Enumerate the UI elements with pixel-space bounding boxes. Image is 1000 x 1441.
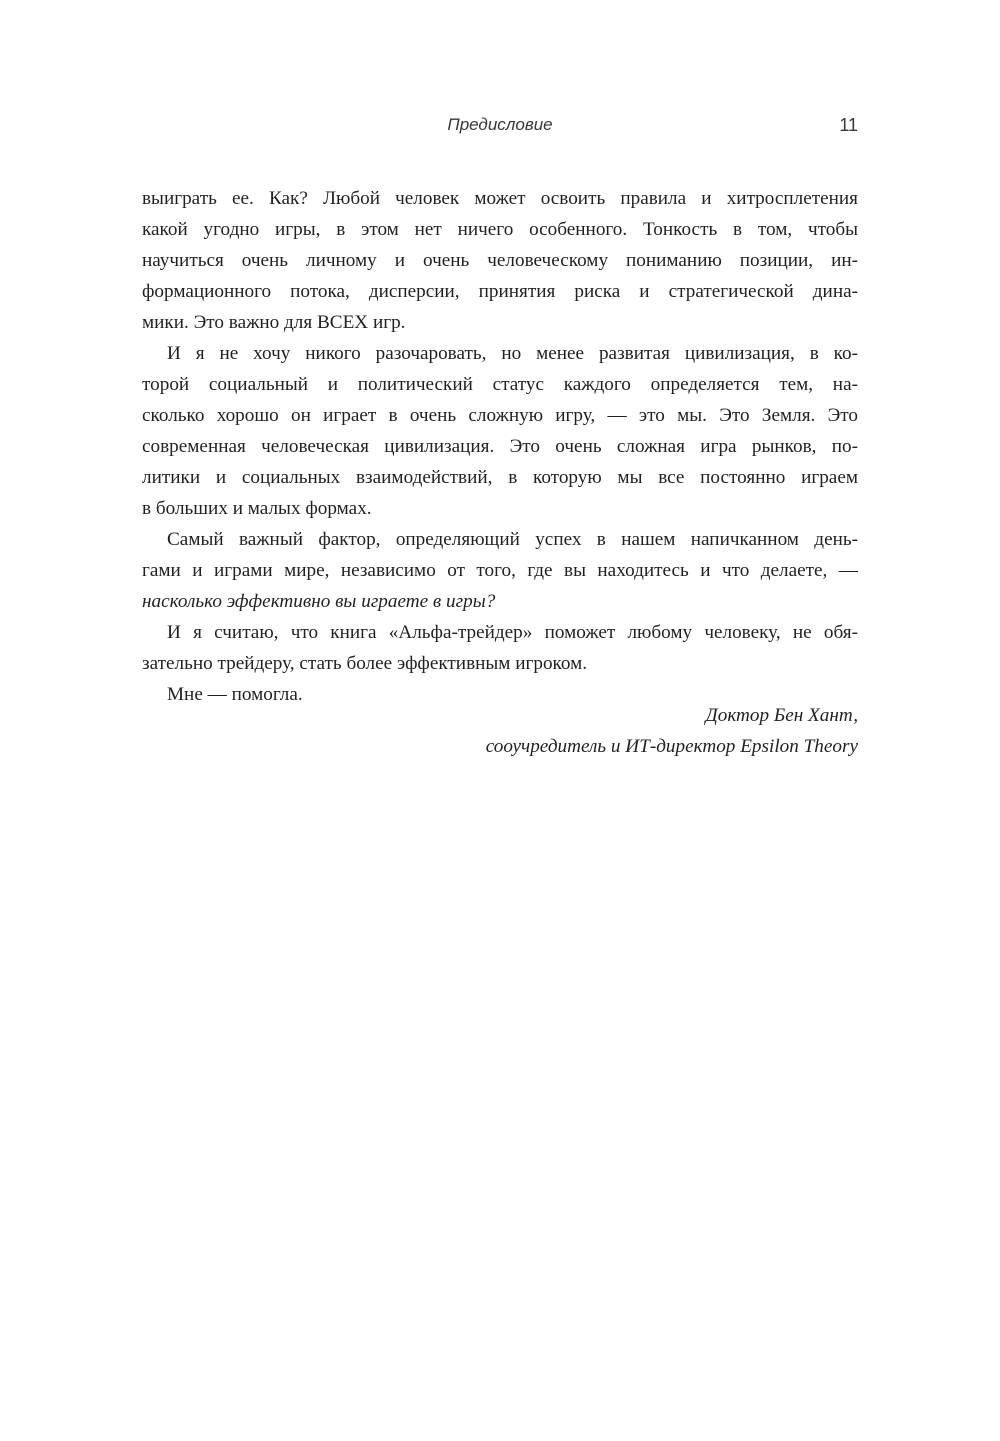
paragraph-3-line-3: насколько эффективно вы играете в игры? (142, 591, 496, 612)
paragraph-5-line-1: Мне — помогла. (167, 684, 303, 705)
paragraph-3-line-2: гами и играми мире, независимо от того, где вы находитесь и что делаете, — (142, 560, 858, 581)
paragraph-2-line-6: в больших и малых формах. (142, 498, 372, 519)
paragraph-1-line-3: научиться очень личному и очень человеческому пониманию позиции, ин- (142, 250, 858, 271)
paragraph-1-line-1: выиграть ее. Как? Любой человек может освоить правила и хитросплетения (142, 188, 858, 209)
paragraph-2-line-5: литики и социальных взаимодействий, в которую мы все постоянно играем (142, 467, 858, 488)
paragraph-4-line-1: И я считаю, что книга «Альфа-трейдер» поможет любому человеку, не обя- (167, 622, 858, 643)
page-number: 11 (839, 115, 858, 135)
page-header (142, 112, 858, 140)
body-text (142, 183, 858, 710)
signature-name: Доктор Бен Хант, (705, 705, 858, 726)
signature (142, 700, 858, 762)
paragraph-4-line-2: зательно трейдеру, стать более эффективным игроком. (142, 653, 588, 674)
paragraph-1-line-4: формационного потока, дисперсии, принятия риска и стратегической дина- (142, 281, 858, 302)
paragraph-1-line-2: какой угодно игры, в этом нет ничего особенного. Тонкость в том, чтобы (142, 219, 858, 240)
paragraph-2-line-4: современная человеческая цивилизация. Это очень сложная игра рынков, по- (142, 436, 858, 457)
paragraph-2-line-2: торой социальный и политический статус каждого определяется тем, на- (142, 374, 858, 395)
paragraph-1-line-5: мики. Это важно для ВСЕХ игр. (142, 312, 406, 333)
paragraph-2-line-3: сколько хорошо он играет в очень сложную игру, — это мы. Это Земля. Это (142, 405, 858, 426)
signature-title: сооучредитель и ИТ-директор Epsilon Theory (485, 736, 858, 757)
paragraph-2-line-1: И я не хочу никого разочаровать, но менее развитая цивилизация, в ко- (167, 343, 858, 364)
paragraph-3-line-1: Самый важный фактор, определяющий успех в нашем напичканном день- (167, 529, 858, 550)
running-head: Предисловие (447, 115, 553, 134)
